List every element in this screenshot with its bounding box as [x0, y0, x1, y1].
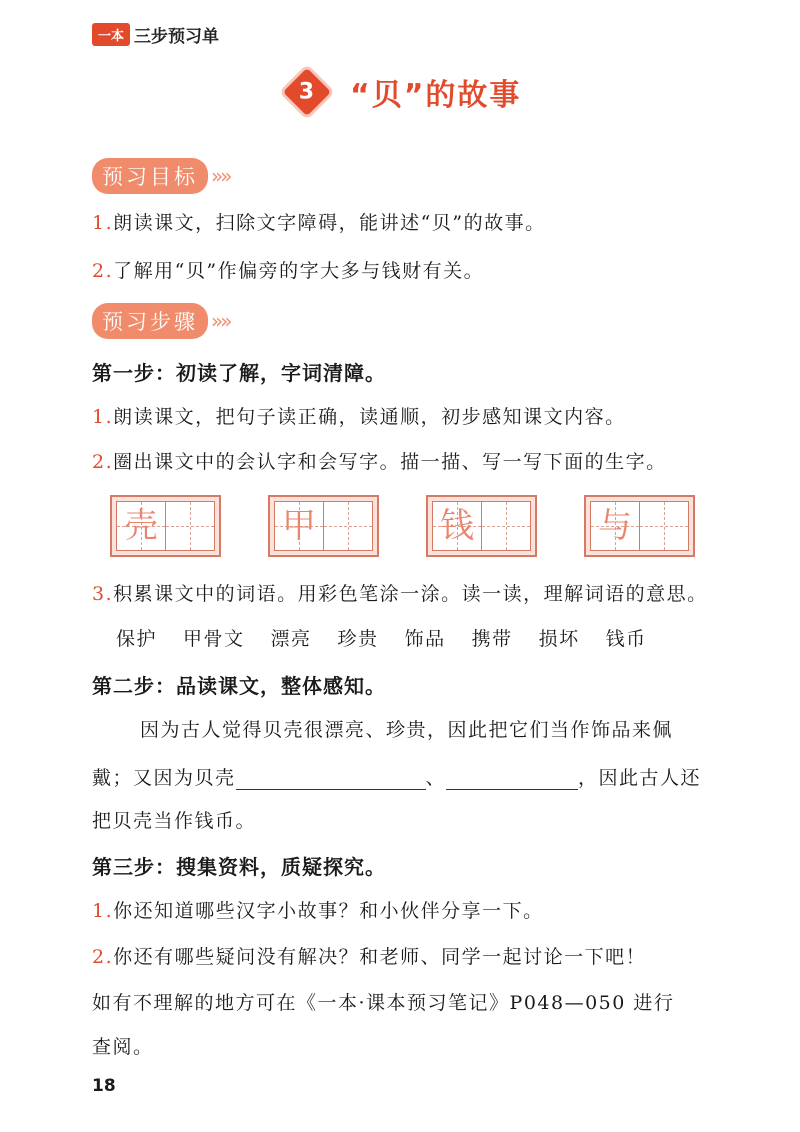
trace-character: 壳 [124, 506, 158, 546]
step1-heading: 第一步：初读了解，字词清障。 [92, 361, 386, 385]
page-number: 18 [92, 1076, 116, 1096]
goal-item-1 [92, 208, 546, 235]
writing-grid-1 [110, 495, 221, 557]
header [92, 22, 219, 46]
goal-item-2 [92, 256, 484, 283]
item-number: 1. [92, 406, 114, 428]
item-number: 3. [92, 583, 114, 605]
trace-character: 甲 [282, 506, 316, 546]
vocab-word[interactable]: 损坏 [538, 628, 580, 650]
vocab-word[interactable]: 漂亮 [270, 628, 312, 650]
lesson-number-badge [283, 68, 331, 116]
reference-note-line-2: 查阅。 [92, 1036, 154, 1058]
goals-tag-label: 预习目标 [92, 158, 208, 194]
reference-note-line-1: 如有不理解的地方可在《一本·课本预习笔记》P048—050 进行 [92, 992, 675, 1014]
write-cell[interactable] [482, 502, 530, 550]
write-cell[interactable] [166, 502, 214, 550]
fill-in-blank-1[interactable] [236, 771, 426, 790]
vocab-word[interactable]: 保护 [116, 628, 158, 650]
item-number: 2. [92, 946, 114, 968]
goal-text: 了解用“贝”作偏旁的字大多与钱财有关。 [113, 260, 485, 282]
trace-character: 钱 [440, 506, 474, 546]
writing-grid-4 [584, 495, 695, 557]
vocab-word[interactable]: 甲骨文 [183, 628, 245, 650]
step3-item-1 [92, 896, 544, 923]
item-text: 圈出课文中的会认字和会写字。描一描、写一写下面的生字。 [113, 451, 667, 473]
fill-in-blank-2[interactable] [446, 771, 578, 790]
item-number: 1. [92, 900, 114, 922]
goal-number: 1. [92, 212, 114, 234]
step2-heading: 第二步：品读课文，整体感知。 [92, 674, 386, 698]
paragraph-text: 、 [425, 767, 447, 789]
write-cell[interactable] [640, 502, 688, 550]
step3-item-2 [92, 942, 646, 969]
lesson-title: “贝”的故事 [350, 78, 522, 113]
vocab-word[interactable]: 珍贵 [337, 628, 379, 650]
vocab-word[interactable]: 钱币 [605, 628, 647, 650]
step2-paragraph-line-1: 因为古人觉得贝壳很漂亮、珍贵，因此把它们当作饰品来佩 [140, 719, 674, 741]
item-text: 朗读课文，把句子读正确，读通顺，初步感知课文内容。 [113, 406, 626, 428]
goal-number: 2. [92, 260, 114, 282]
step3-heading: 第三步：搜集资料，质疑探究。 [92, 855, 386, 879]
step1-item-2 [92, 447, 667, 474]
steps-tag-label: 预习步骤 [92, 303, 208, 339]
trace-character: 与 [598, 506, 632, 546]
step2-paragraph-line-2 [92, 763, 701, 790]
lesson-number: 3 [299, 79, 315, 105]
item-number: 2. [92, 451, 114, 473]
series-title: 三步预习单 [134, 26, 220, 47]
writing-grid-3 [426, 495, 537, 557]
double-chevron-icon: »» [211, 309, 230, 333]
item-text: 你还有哪些疑问没有解决？和老师、同学一起讨论一下吧！ [113, 946, 647, 968]
trace-cell [275, 502, 324, 550]
goal-text: 朗读课文，扫除文字障碍，能讲述“贝”的故事。 [113, 212, 546, 234]
goals-tag [92, 158, 229, 194]
step1-item-3 [92, 579, 708, 606]
vocab-list [116, 624, 673, 651]
step2-paragraph-line-3: 把贝壳当作钱币。 [92, 810, 257, 832]
item-text: 积累课文中的词语。用彩色笔涂一涂。读一读，理解词语的意思。 [113, 583, 708, 605]
steps-tag [92, 303, 229, 339]
item-text: 你还知道哪些汉字小故事？和小伙伴分享一下。 [113, 900, 544, 922]
vocab-word[interactable]: 饰品 [404, 628, 446, 650]
paragraph-text: ，因此古人还 [578, 767, 702, 789]
paragraph-text: 戴；又因为贝壳 [92, 767, 236, 789]
lesson-title-block [290, 70, 521, 114]
step1-item-1 [92, 402, 626, 429]
double-chevron-icon: »» [211, 164, 230, 188]
trace-cell [433, 502, 482, 550]
trace-cell [591, 502, 640, 550]
trace-cell [117, 502, 166, 550]
brand-badge: 一本 [92, 23, 130, 46]
writing-grid-2 [268, 495, 379, 557]
write-cell[interactable] [324, 502, 372, 550]
vocab-word[interactable]: 携带 [471, 628, 513, 650]
